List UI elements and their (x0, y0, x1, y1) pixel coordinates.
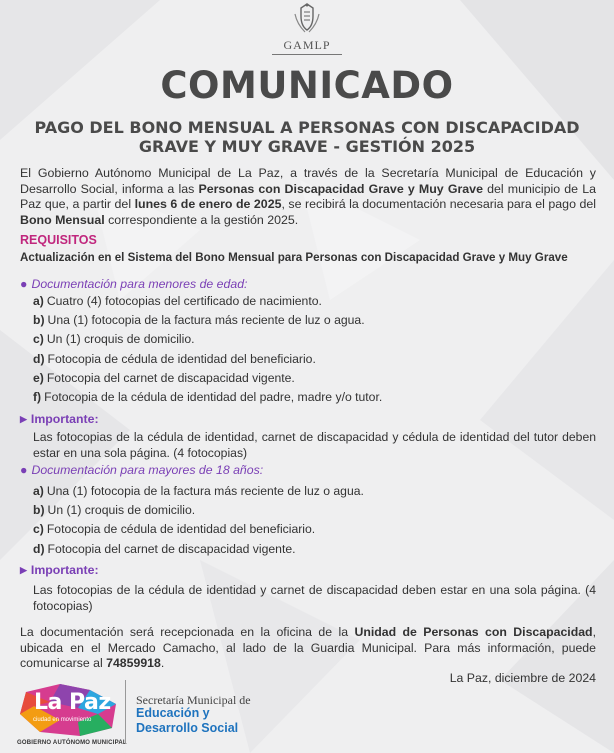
list-item (33, 350, 603, 369)
la-paz-tagline: ciudad en movimiento (33, 717, 92, 723)
important-label-text: Importante: (30, 563, 99, 577)
intro-paragraph (20, 166, 596, 228)
gam-label: GOBIERNO AUTÓNOMO MUNICIPAL (17, 740, 127, 746)
list-item (33, 501, 603, 520)
coat-of-arms-icon (287, 2, 327, 36)
item-letter: e) (33, 370, 44, 385)
item-text: Fotocopia del carnet de discapacidad vigente. (46, 370, 295, 385)
item-letter: a) (33, 294, 44, 308)
list-item (33, 520, 603, 539)
minors-section-heading (20, 277, 247, 291)
header-divider (272, 54, 342, 55)
item-letter: d) (33, 351, 45, 366)
la-paz-wordmark: La Paz (34, 690, 111, 715)
closing-text-3: . (160, 656, 165, 670)
intro-text-1: El Gobierno Autónomo Municipal de La Paz, a través de la Secretaría Municipal de Educación y Desarrollo Social, informa a las (20, 166, 596, 196)
minors-important-text: Las fotocopias de la cédula de identidad, carnet de discapacidad y cédula de identidad del tutor deben estar en una sola página. (4 fotocopias) (33, 430, 596, 460)
list-item (33, 388, 603, 407)
item-letter: a) (33, 484, 44, 498)
item-letter: c) (33, 522, 44, 537)
adults-document-list (33, 482, 603, 559)
closing-text-1: La documentación será recepcionada en la oficina de la (20, 625, 355, 639)
closing-text-2: , ubicada en el Mercado Camacho, al lado de la Guardia Municipal. Para más información, puede comunicarse al (20, 625, 596, 670)
adults-important-text: Las fotocopias de la cédula de identidad y carnet de discapacidad deben estar en una sola página. (4 fotocopias) (33, 583, 596, 613)
footer-divider (125, 680, 126, 744)
intro-text-4: correspondiente a la gestión 2025. (104, 212, 299, 227)
secretaria-line-2: Educación y (136, 706, 210, 720)
item-letter: c) (33, 332, 44, 347)
secretaria-line-3: Desarrollo Social (136, 721, 239, 735)
item-text: Fotocopia de cédula de identidad del beneficiario. (46, 522, 316, 537)
triangle-bullet-icon: ▶ (20, 565, 27, 575)
org-abbreviation: GAMLP (283, 38, 331, 52)
item-letter: b) (33, 313, 45, 328)
item-text: Una (1) fotocopia de la factura más reciente de luz o agua. (46, 484, 364, 498)
list-item (33, 311, 603, 330)
bullet-dot-icon: ● (20, 277, 28, 291)
requirements-subheading: Actualización en el Sistema del Bono Mensual para Personas con Discapacidad Grave y Muy Grave (20, 251, 568, 264)
adults-important-label (20, 563, 99, 577)
minors-heading-text: Documentación para menores de edad: (31, 277, 248, 291)
adults-section-heading (20, 463, 263, 477)
item-text: Fotocopia de cédula de identidad del beneficiario. (47, 351, 316, 366)
important-label-text: Importante: (30, 412, 99, 426)
closing-paragraph (20, 625, 596, 672)
issue-date: La Paz, diciembre de 2024 (449, 671, 596, 685)
requirements-heading: REQUISITOS (20, 233, 97, 247)
list-item (33, 369, 603, 388)
item-letter: b) (33, 503, 45, 518)
page-subtitle: PAGO DEL BONO MENSUAL A PERSONAS CON DISCAPACIDAD GRAVE Y MUY GRAVE - GESTIÓN 2025 (34, 118, 580, 156)
item-text: Fotocopia del carnet de discapacidad vigente. (47, 541, 296, 556)
item-text: Fotocopia de la cédula de identidad del padre, madre y/o tutor. (44, 389, 383, 404)
item-letter: d) (33, 541, 45, 556)
item-text: Cuatro (4) fotocopias del certificado de nacimiento. (46, 294, 322, 308)
intro-bold-beneficiaries: Personas con Discapacidad Grave y Muy Grave (198, 181, 483, 196)
list-item (33, 482, 603, 501)
bullet-dot-icon: ● (20, 463, 28, 477)
minors-document-list (33, 292, 603, 407)
intro-bold-date: lunes 6 de enero de 2025 (134, 197, 282, 211)
triangle-bullet-icon: ▶ (20, 414, 27, 424)
intro-text-3: , se recibirá la documentación necesaria para el pago del (281, 197, 596, 211)
intro-bold-bono: Bono Mensual (20, 212, 105, 227)
item-text: Una (1) fotocopia de la factura más reciente de luz o agua. (47, 313, 365, 328)
secretaria-line-1: Secretaría Municipal de (136, 693, 251, 707)
item-text: Un (1) croquis de domicilio. (46, 332, 195, 347)
item-text: Un (1) croquis de domicilio. (47, 503, 196, 518)
list-item (33, 292, 603, 311)
list-item (33, 540, 603, 559)
list-item (33, 330, 603, 349)
closing-bold-phone: 74859918 (106, 656, 161, 670)
item-letter: f) (33, 389, 42, 404)
intro-text-2: del municipio de La Paz que, a partir del (20, 181, 596, 211)
page-title: COMUNICADO (160, 64, 454, 107)
minors-important-label (20, 412, 99, 426)
closing-bold-unit: Unidad de Personas con Discapacidad (354, 625, 593, 639)
adults-heading-text: Documentación para mayores de 18 años: (31, 463, 264, 477)
